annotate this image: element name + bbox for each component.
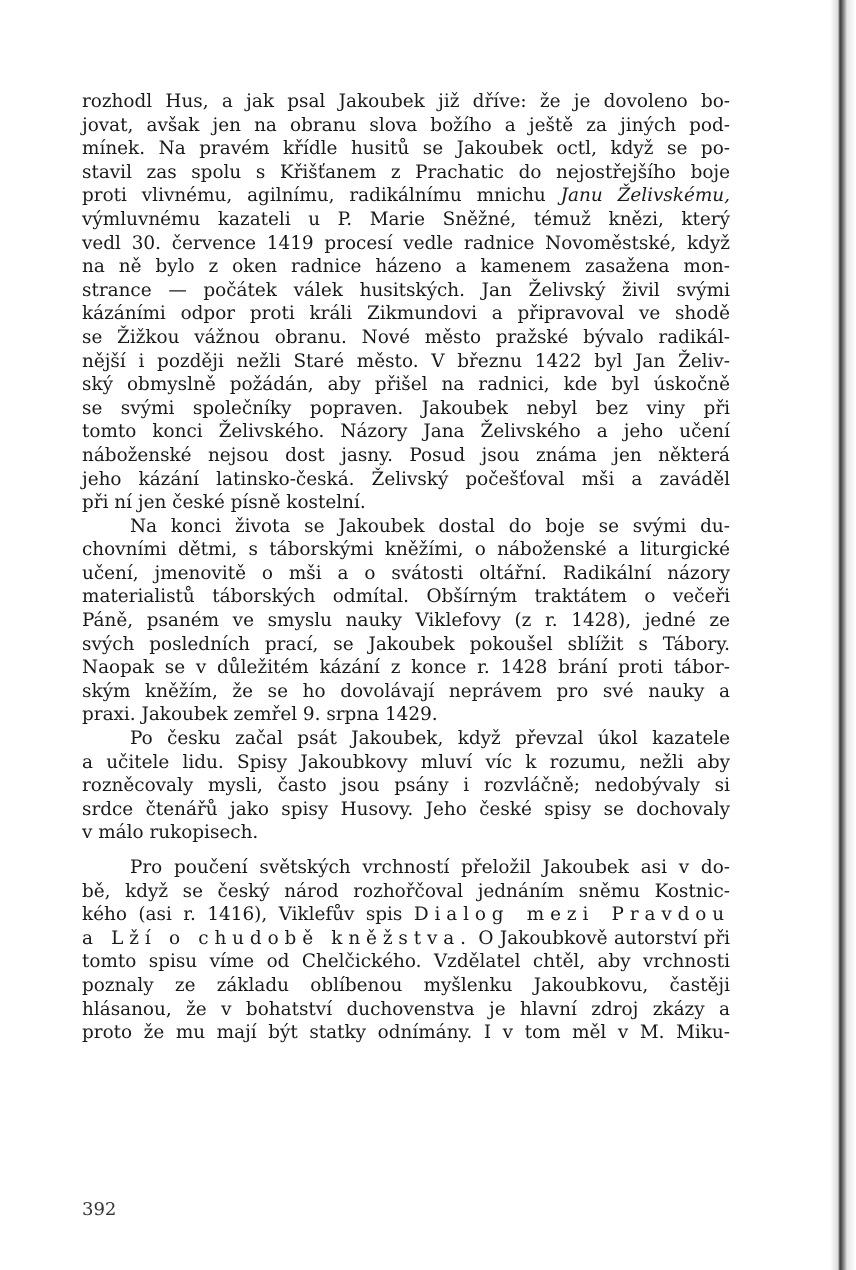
text-line: bě, když se český národ rozhořčoval jednáním sněmu Kostnic- (82, 880, 730, 902)
spaced-title: a Lží o chudobě kněžstva. (82, 927, 472, 949)
text-line: mínek. Na pravém křídle husitů se Jakoubek octl, když se po- (82, 138, 730, 160)
text-line: Na konci života se Jakoubek dostal do boje se svými du- (130, 515, 730, 537)
text-line: a Lží o chudobě kněžstva. O Jakoubkově autorství při (82, 927, 730, 949)
text-line: ským kněžím, že se ho dovolávají neprávem pro své nauky a (82, 680, 730, 702)
text-line: rozněcovaly mysli, často jsou psány i rozvláčně; nedobývaly si (82, 775, 730, 797)
text-line: jeho kázání latinsko-česká. Želivský počešťoval mši a zaváděl (82, 468, 730, 490)
page-number: 392 (82, 1199, 117, 1220)
text-line: svých posledních prací, se Jakoubek pokoušel sblížit s Tábory. (82, 633, 730, 655)
paragraph-gap (82, 845, 730, 856)
text-line: vedl 30. července 1419 procesí vedle radnice Novoměstské, když (82, 232, 730, 254)
text-line: výmluvnému kazateli u P. Marie Sněžné, témuž knězi, který (82, 208, 730, 230)
paragraph (82, 90, 730, 515)
text-line: hlásanou, že v bohatství duchovenstva je hlavní zdroj zkázy a (82, 998, 730, 1020)
text-line: stavil zas spolu s Křišťanem z Prachatic do nejostřejšího boje (82, 161, 730, 183)
text-line: ský obmyslně požádán, aby přišel na radnici, kde byl úskočně (82, 374, 730, 396)
paragraph (82, 856, 730, 1045)
text-line: praxi. Jakoubek zemřel 9. srpna 1429. (82, 704, 438, 726)
paragraph (82, 515, 730, 727)
text-line: při ní jen české písně kostelní. (82, 492, 366, 514)
body-text (82, 90, 730, 1045)
text-line: kého (asi r. 1416), Viklefův spis Dialog mezi Pravdou (82, 904, 730, 926)
text-line: poznaly ze základu oblíbenou myšlenku Jakoubkovu, častěji (82, 974, 730, 996)
text-line: chovními dětmi, s táborskými kněžími, o náboženské a liturgické (82, 539, 730, 561)
text-line: Po česku začal psát Jakoubek, když převzal úkol kazatele (130, 728, 730, 750)
text-line: Pro poučení světských vrchností přeložil Jakoubek asi v do- (130, 857, 730, 878)
text-line: proti vlivnému, agilnímu, radikálnímu mnichu Janu Želivskému, (82, 185, 730, 207)
text-line: rozhodl Hus, a jak psal Jakoubek již dříve: že je dovoleno bo- (82, 91, 730, 112)
text-line: tomto spisu víme od Chelčického. Vzdělatel chtěl, aby vrchnosti (82, 951, 730, 973)
text-line: proto že mu mají být statky odnímány. I v tom měl v M. Miku- (82, 1022, 730, 1044)
text-line: a učitele lidu. Spisy Jakoubkovy mluví víc k rozumu, nežli aby (82, 751, 730, 773)
text-line: náboženské nejsou dost jasny. Posud jsou známa jen některá (82, 444, 730, 466)
text-line: na ně bylo z oken radnice házeno a kamenem zasažena mon- (82, 256, 730, 278)
spaced-title: Dialog mezi Pravdou (413, 904, 730, 926)
text-line: se svými společníky popraven. Jakoubek nebyl bez viny při (82, 397, 730, 419)
text-line: materialistů táborských odmítal. Obšírným traktátem o večeři (82, 586, 730, 608)
page-edge-shadow (816, 0, 856, 1270)
text-line: tomto konci Želivského. Názory Jana Želivského a jeho učení (82, 421, 730, 443)
text-line: učení, jmenovitě o mši a o svátosti oltářní. Radikální názory (82, 562, 730, 584)
text-line: Páně, psaném ve smyslu nauky Viklefovy (z r. 1428), jedné ze (82, 610, 730, 632)
text-line: jovat, avšak jen na obranu slova božího a ještě za jiných pod- (82, 114, 730, 136)
text-line: v málo rukopisech. (82, 822, 259, 844)
text-line: kázáními odpor proti králi Zikmundovi a připravoval ve shodě (82, 303, 730, 325)
text-line: strance — počátek válek husitských. Jan Želivský živil svými (82, 279, 730, 301)
text-line: se Žižkou vážnou obranu. Nové město pražské bývalo radikál- (82, 326, 730, 348)
paragraph (82, 727, 730, 845)
text-line: srdce čtenářů jako spisy Husovy. Jeho české spisy se dochovaly (82, 798, 730, 820)
text-line: Naopak se v důležitém kázání z konce r. 1428 brání proti tábor- (82, 657, 730, 679)
italic-name: Janu Želivskému, (560, 185, 730, 207)
text-line: nější i později nežli Staré město. V březnu 1422 byl Jan Želiv- (82, 350, 730, 372)
